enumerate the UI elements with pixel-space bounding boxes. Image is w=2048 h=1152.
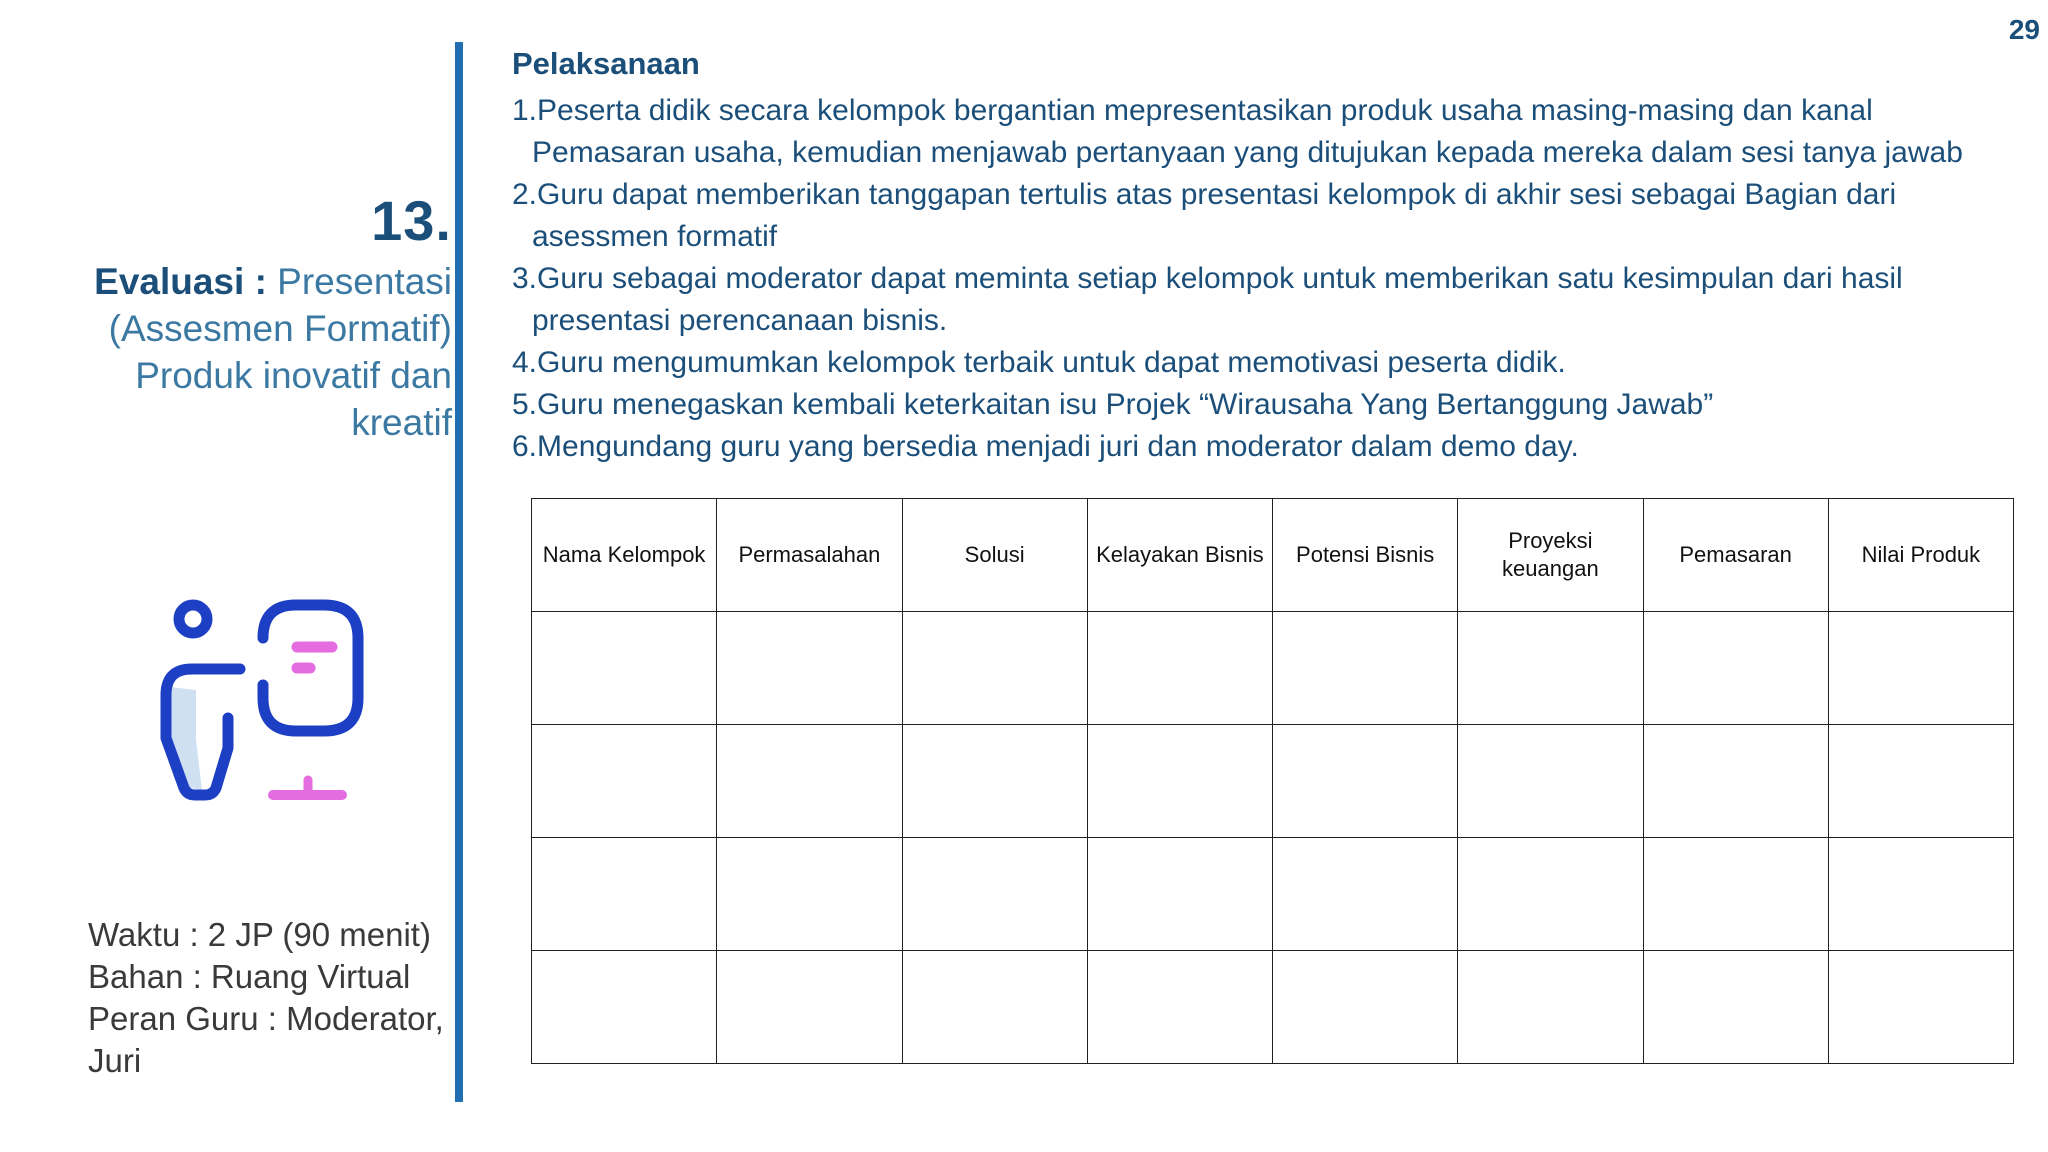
evaluation-table	[531, 498, 2014, 1064]
step-item: 5.Guru menegaskan kembali keterkaitan isu Projek “Wirausaha Yang Bertanggung Jawab”	[512, 388, 1714, 421]
table-cell	[1458, 612, 1643, 725]
table-cell	[1273, 951, 1458, 1064]
table-cell	[1087, 838, 1272, 951]
table-cell	[1458, 725, 1643, 838]
page-number: 29	[2008, 14, 2040, 45]
table-cell	[532, 725, 717, 838]
table-cell	[1087, 725, 1272, 838]
section-number: 13.	[371, 189, 452, 252]
left-panel	[0, 0, 452, 1152]
table-cell	[1643, 951, 1828, 1064]
table-cell	[1087, 951, 1272, 1064]
session-meta	[88, 914, 448, 1082]
table-cell	[1643, 838, 1828, 951]
table-cell	[717, 725, 902, 838]
table-cell	[717, 838, 902, 951]
table-header-row	[532, 499, 2014, 612]
section-title-rest: Presentasi (Assesmen Formatif) Produk inovatif dan kreatif	[108, 261, 452, 443]
table-cell	[1828, 612, 2013, 725]
presenter-icon	[150, 590, 365, 820]
steps-list	[512, 90, 2032, 468]
meta-material: Bahan : Ruang Virtual	[88, 958, 411, 995]
step-item: 4.Guru mengumumkan kelompok terbaik untuk dapat memotivasi peserta didik.	[512, 346, 1566, 379]
col-permasalahan: Permasalahan	[717, 499, 902, 612]
col-solusi: Solusi	[902, 499, 1087, 612]
col-kelayakan-bisnis: Kelayakan Bisnis	[1087, 499, 1272, 612]
table-cell	[902, 612, 1087, 725]
table-cell	[717, 612, 902, 725]
table-cell	[902, 725, 1087, 838]
table-cell	[1273, 725, 1458, 838]
step-item: 6.Mengundang guru yang bersedia menjadi juri dan moderator dalam demo day.	[512, 430, 1579, 463]
table-cell	[1458, 951, 1643, 1064]
col-nilai-produk: Nilai Produk	[1828, 499, 2013, 612]
step-item: 1.Peserta didik secara kelompok bergantian mepresentasikan produk usaha masing-masing dan kanal Pemasaran usaha, kemudian menjawab pertanyaan yang ditujukan kepada mereka dalam sesi tanya jawab	[512, 94, 1963, 169]
table-cell	[532, 951, 717, 1064]
table-row	[532, 725, 2014, 838]
table-row	[532, 951, 2014, 1064]
table-cell	[902, 838, 1087, 951]
table-cell	[532, 612, 717, 725]
col-proyeksi-keuangan: Proyeksi keuangan	[1458, 499, 1643, 612]
table-row	[532, 838, 2014, 951]
table-cell	[1643, 612, 1828, 725]
table-cell	[532, 838, 717, 951]
table-cell	[1273, 838, 1458, 951]
table-cell	[717, 951, 902, 1064]
table-cell	[1828, 951, 2013, 1064]
meta-time: Waktu : 2 JP (90 menit)	[88, 916, 431, 953]
table-cell	[1458, 838, 1643, 951]
step-item: 3.Guru sebagai moderator dapat meminta setiap kelompok untuk memberikan satu kesimpulan dari hasil presentasi perencanaan bisnis.	[512, 262, 1903, 337]
col-potensi-bisnis: Potensi Bisnis	[1273, 499, 1458, 612]
col-nama-kelompok: Nama Kelompok	[532, 499, 717, 612]
table-cell	[902, 951, 1087, 1064]
table-cell	[1828, 725, 2013, 838]
table-cell	[1273, 612, 1458, 725]
table-row	[532, 612, 2014, 725]
table-cell	[1087, 612, 1272, 725]
meta-teacher-role: Peran Guru : Moderator,	[88, 1000, 444, 1037]
content-heading: Pelaksanaan	[512, 46, 700, 81]
main-content	[512, 46, 2032, 468]
vertical-divider	[455, 42, 463, 1102]
section-title	[32, 258, 452, 446]
meta-teacher-role-cont: Juri	[88, 1042, 142, 1079]
col-pemasaran: Pemasaran	[1643, 499, 1828, 612]
table-cell	[1643, 725, 1828, 838]
section-title-bold: Evaluasi :	[94, 261, 267, 302]
table-cell	[1828, 838, 2013, 951]
step-item: 2.Guru dapat memberikan tanggapan tertulis atas presentasi kelompok di akhir sesi sebagai Bagian dari asessmen formatif	[512, 178, 1897, 253]
